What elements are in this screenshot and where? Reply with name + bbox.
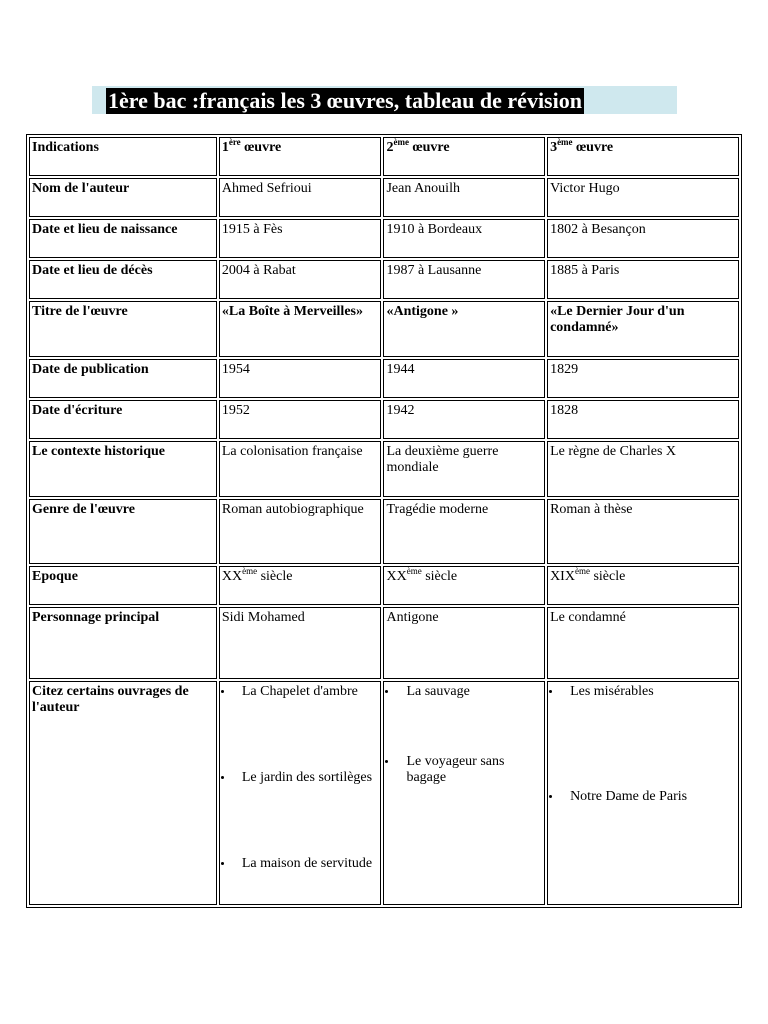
cell-value: 1954 [219,359,382,398]
row-label: Epoque [29,566,217,605]
bullet-icon [385,760,388,763]
bullet-icon [385,690,388,693]
table-row [29,359,739,398]
works-list [386,684,542,786]
cell-value: XXème siècle [383,566,545,605]
cell-value: Sidi Mohamed [219,607,382,679]
list-item: La sauvage [386,684,538,754]
row-label: Personnage principal [29,607,217,679]
cell-value: «Antigone » [383,301,545,357]
cell-value: Le condamné [547,607,739,679]
works-cell [383,681,545,905]
cell-value: «La Boîte à Merveilles» [219,301,382,357]
cell-value: 2004 à Rabat [219,260,382,299]
list-item: Le voyageur sans bagage [386,754,538,786]
list-item: La maison de servitude [222,856,375,872]
table-row [29,607,739,679]
bullet-icon [549,690,552,693]
bullet-icon [549,795,552,798]
table-row [29,566,739,605]
row-label: Le contexte historique [29,441,217,497]
cell-value: Antigone [383,607,545,679]
cell-value: 1952 [219,400,382,439]
cell-value: Jean Anouilh [383,178,545,217]
table-row [29,499,739,564]
cell-value: 1944 [383,359,545,398]
row-label: Citez certains ouvrages de l'auteur [29,681,217,905]
header-work-2: 2ème œuvre [383,137,545,176]
works-cell [219,681,382,905]
cell-value: Roman autobiographique [219,499,382,564]
table-row [29,681,739,905]
cell-value: La deuxième guerre mondiale [383,441,545,497]
table-row [29,219,739,258]
cell-value: XIXème siècle [547,566,739,605]
works-cell [547,681,739,905]
table-row [29,178,739,217]
cell-value: 1987 à Lausanne [383,260,545,299]
cell-value: 1828 [547,400,739,439]
table-row [29,400,739,439]
cell-value: Tragédie moderne [383,499,545,564]
bullet-icon [221,690,224,693]
row-label: Genre de l'œuvre [29,499,217,564]
row-label: Date de publication [29,359,217,398]
cell-value: La colonisation française [219,441,382,497]
cell-value: 1802 à Besançon [547,219,739,258]
table-row [29,301,739,357]
list-item: La Chapelet d'ambre [222,684,375,770]
cell-value: 1885 à Paris [547,260,739,299]
header-work-1: 1ère œuvre [219,137,382,176]
header-indications: Indications [29,137,217,176]
works-list [222,684,379,872]
bullet-icon [221,862,224,865]
page-title: 1ère bac :français les 3 œuvres, tableau de révision [108,88,582,113]
cell-value: 1829 [547,359,739,398]
cell-value: Le règne de Charles X [547,441,739,497]
row-label: Date et lieu de naissance [29,219,217,258]
table-row [29,137,739,176]
cell-value: 1942 [383,400,545,439]
cell-value: Victor Hugo [547,178,739,217]
row-label: Nom de l'auteur [29,178,217,217]
revision-table [26,134,742,908]
cell-value: XXème siècle [219,566,382,605]
cell-value: Ahmed Sefrioui [219,178,382,217]
cell-value: 1915 à Fès [219,219,382,258]
list-item: Les misérables [550,684,732,789]
bullet-icon [221,776,224,779]
cell-value: 1910 à Bordeaux [383,219,545,258]
header-work-3: 3ème œuvre [547,137,739,176]
list-item: Le jardin des sortilèges [222,770,375,856]
row-label: Titre de l'œuvre [29,301,217,357]
cell-value: Roman à thèse [547,499,739,564]
table-row [29,441,739,497]
list-item: Notre Dame de Paris [550,789,732,805]
row-label: Date d'écriture [29,400,217,439]
cell-value: «Le Dernier Jour d'un condamné» [547,301,739,357]
table-row [29,260,739,299]
works-list [550,684,736,805]
row-label: Date et lieu de décès [29,260,217,299]
